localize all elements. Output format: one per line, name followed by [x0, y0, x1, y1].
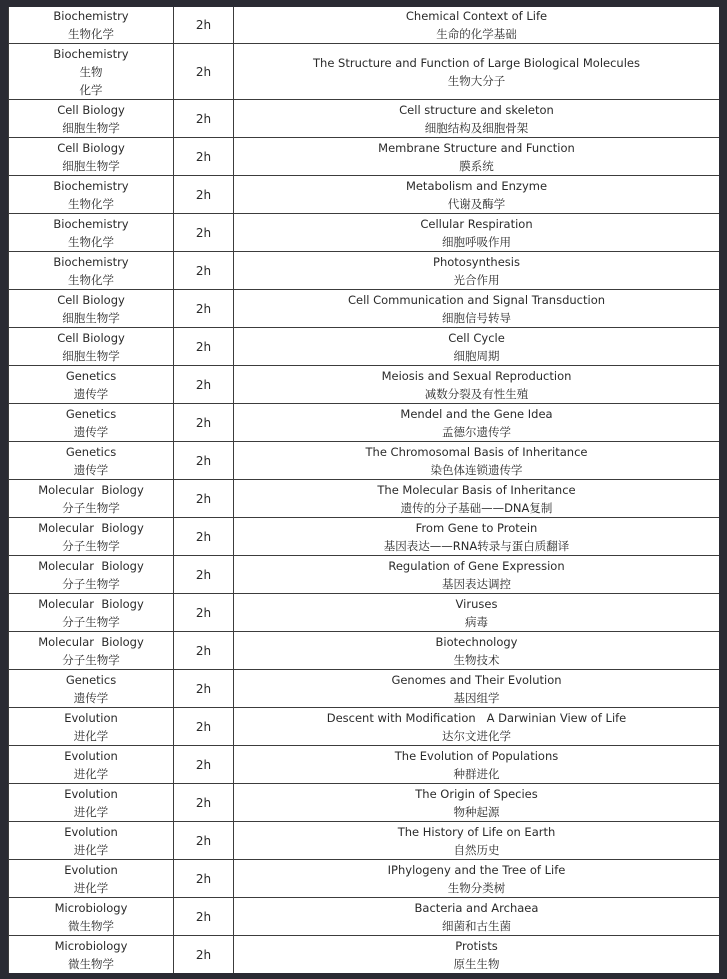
subject-zh: 遗传学 — [73, 690, 109, 705]
topic-cell — [234, 366, 720, 404]
topic-en: The Evolution of Populations — [394, 748, 559, 763]
hours-cell: 2h — [174, 442, 234, 480]
subject-cell — [9, 176, 174, 214]
topic-zh: 原生生物 — [453, 956, 500, 971]
subject-cell — [9, 784, 174, 822]
subject-zh: 细胞生物学 — [62, 348, 120, 363]
table-row — [9, 252, 720, 290]
subject-zh: 生物化学 — [68, 27, 114, 41]
subject-zh: 细胞生物学 — [62, 310, 120, 325]
topic-zh: 光合作用 — [453, 272, 500, 287]
topic-zh: 代谢及酶学 — [447, 196, 506, 211]
hours-cell: 2h — [174, 518, 234, 556]
topic-zh: 染色体连锁遗传学 — [430, 462, 523, 477]
subject-cell — [9, 328, 174, 366]
topic-zh: 物种起源 — [453, 804, 500, 819]
topic-en: Cellular Respiration — [420, 216, 533, 231]
subject-en: Biochemistry — [53, 9, 129, 23]
topic-cell — [234, 518, 720, 556]
topic-en: Cell Cycle — [448, 330, 505, 345]
topic-en: From Gene to Protein — [415, 520, 538, 535]
table-row — [9, 556, 720, 594]
hours-cell: 2h — [174, 632, 234, 670]
topic-cell — [234, 746, 720, 784]
hours-cell: 2h — [174, 252, 234, 290]
subject-cell — [9, 442, 174, 480]
subject-en: Genetics — [65, 406, 117, 421]
subject-zh: 进化学 — [73, 880, 109, 895]
subject-zh: 分子生物学 — [62, 538, 120, 553]
subject-cell — [9, 366, 174, 404]
topic-zh: 细胞信号转导 — [442, 310, 511, 325]
topic-en: Metabolism and Enzyme — [405, 178, 548, 193]
subject-en: Genetics — [65, 444, 117, 459]
topic-en: Photosynthesis — [433, 254, 520, 269]
subject-zh: 生物 化学 — [79, 64, 103, 97]
table-row — [9, 936, 720, 974]
topic-en: Viruses — [455, 596, 498, 611]
subject-zh: 微生物学 — [68, 956, 114, 971]
topic-en: The Molecular Basis of Inheritance — [377, 482, 576, 497]
topic-zh: 孟德尔遗传学 — [442, 424, 511, 439]
topic-cell — [234, 784, 720, 822]
subject-cell — [9, 708, 174, 746]
table-row — [9, 100, 720, 138]
subject-en: Biochemistry — [53, 216, 129, 231]
subject-zh: 微生物学 — [68, 918, 114, 933]
topic-cell — [234, 290, 720, 328]
topic-zh: 基因组学 — [453, 690, 500, 705]
subject-zh: 进化学 — [73, 766, 109, 781]
table-row — [9, 138, 720, 176]
topic-en: Chemical Context of Life — [405, 9, 548, 23]
topic-en: Meiosis and Sexual Reproduction — [381, 368, 572, 383]
topic-cell — [234, 100, 720, 138]
subject-zh: 遗传学 — [73, 462, 109, 477]
subject-en: Genetics — [65, 368, 117, 383]
hours-cell: 2h — [174, 44, 234, 100]
topic-zh: 细菌和古生菌 — [442, 918, 511, 933]
subject-en: Cell Biology — [57, 292, 125, 307]
hours-cell: 2h — [174, 670, 234, 708]
topic-en: Genomes and Their Evolution — [391, 672, 562, 687]
subject-zh: 进化学 — [73, 728, 109, 743]
topic-en: Cell Communication and Signal Transduction — [347, 292, 606, 307]
table-row — [9, 176, 720, 214]
subject-cell — [9, 898, 174, 936]
subject-en: Biochemistry — [53, 46, 129, 61]
subject-zh: 生物化学 — [68, 234, 114, 249]
topic-en: The Origin of Species — [415, 786, 538, 801]
topic-zh: 生命的化学基础 — [436, 27, 517, 41]
subject-en: Biochemistry — [53, 178, 129, 193]
hours-cell: 2h — [174, 822, 234, 860]
subject-zh: 进化学 — [73, 804, 109, 819]
table-row — [9, 822, 720, 860]
table-row — [9, 214, 720, 252]
hours-cell: 2h — [174, 480, 234, 518]
subject-cell — [9, 7, 174, 44]
syllabus-document — [8, 7, 719, 973]
subject-cell — [9, 518, 174, 556]
subject-en: Microbiology — [54, 938, 128, 953]
topic-cell — [234, 594, 720, 632]
subject-zh: 细胞生物学 — [62, 158, 120, 173]
table-row — [9, 290, 720, 328]
subject-en: Evolution — [64, 824, 118, 839]
topic-zh: 细胞呼吸作用 — [442, 234, 511, 249]
subject-zh: 生物化学 — [68, 196, 114, 211]
subject-en: Biochemistry — [53, 254, 129, 269]
subject-en: Molecular Biology — [38, 482, 144, 497]
subject-zh: 遗传学 — [73, 424, 109, 439]
subject-zh: 生物化学 — [68, 272, 114, 287]
table-row — [9, 632, 720, 670]
subject-en: Molecular Biology — [38, 596, 144, 611]
topic-cell — [234, 556, 720, 594]
topic-zh: 达尔文进化学 — [442, 728, 511, 743]
topic-zh: 生物大分子 — [447, 73, 506, 88]
hours-cell: 2h — [174, 138, 234, 176]
topic-zh: 生物分类树 — [447, 880, 506, 895]
table-row — [9, 746, 720, 784]
subject-zh: 分子生物学 — [62, 576, 120, 591]
subject-cell — [9, 252, 174, 290]
table-row — [9, 594, 720, 632]
topic-cell — [234, 822, 720, 860]
subject-cell — [9, 746, 174, 784]
hours-cell: 2h — [174, 746, 234, 784]
topic-cell — [234, 860, 720, 898]
topic-en: Protists — [455, 938, 498, 953]
topic-cell — [234, 480, 720, 518]
subject-en: Molecular Biology — [38, 634, 144, 649]
hours-cell: 2h — [174, 7, 234, 44]
topic-cell — [234, 44, 720, 100]
table-row — [9, 7, 720, 44]
topic-zh: 种群进化 — [453, 766, 500, 781]
topic-cell — [234, 328, 720, 366]
subject-cell — [9, 138, 174, 176]
subject-cell — [9, 556, 174, 594]
topic-en: Bacteria and Archaea — [414, 900, 539, 915]
subject-en: Cell Biology — [57, 102, 125, 117]
table-row — [9, 442, 720, 480]
hours-cell: 2h — [174, 936, 234, 974]
subject-cell — [9, 670, 174, 708]
topic-zh: 自然历史 — [453, 842, 500, 857]
topic-zh: 细胞周期 — [453, 348, 500, 363]
hours-cell: 2h — [174, 404, 234, 442]
topic-en: IPhylogeny and the Tree of Life — [387, 862, 566, 877]
topic-cell — [234, 708, 720, 746]
topic-cell — [234, 442, 720, 480]
table-row — [9, 860, 720, 898]
topic-cell — [234, 176, 720, 214]
subject-cell — [9, 44, 174, 100]
topic-en: Cell structure and skeleton — [399, 102, 554, 117]
topic-cell — [234, 252, 720, 290]
subject-en: Molecular Biology — [38, 558, 144, 573]
topic-cell — [234, 936, 720, 974]
subject-zh: 分子生物学 — [62, 500, 120, 515]
topic-zh: 基因表达——RNA转录与蛋白质翻译 — [383, 538, 570, 553]
table-row — [9, 328, 720, 366]
subject-zh: 进化学 — [73, 842, 109, 857]
hours-cell: 2h — [174, 708, 234, 746]
subject-cell — [9, 936, 174, 974]
subject-en: Evolution — [64, 748, 118, 763]
topic-zh: 减数分裂及有性生殖 — [424, 386, 529, 401]
topic-zh: 细胞结构及细胞骨架 — [424, 120, 529, 135]
subject-zh: 细胞生物学 — [62, 120, 120, 135]
hours-cell: 2h — [174, 860, 234, 898]
topic-zh: 基因表达调控 — [442, 576, 511, 591]
hours-cell: 2h — [174, 366, 234, 404]
hours-cell: 2h — [174, 214, 234, 252]
table-row — [9, 480, 720, 518]
subject-cell — [9, 632, 174, 670]
subject-en: Evolution — [64, 710, 118, 725]
subject-en: Molecular Biology — [38, 520, 144, 535]
topic-cell — [234, 632, 720, 670]
subject-en: Evolution — [64, 862, 118, 877]
topic-cell — [234, 898, 720, 936]
table-row — [9, 366, 720, 404]
hours-cell: 2h — [174, 100, 234, 138]
hours-cell: 2h — [174, 594, 234, 632]
topic-zh: 生物技术 — [453, 652, 500, 667]
topic-en: Regulation of Gene Expression — [388, 558, 565, 573]
subject-en: Microbiology — [54, 900, 128, 915]
topic-en: The Chromosomal Basis of Inheritance — [365, 444, 588, 459]
hours-cell: 2h — [174, 176, 234, 214]
syllabus-table — [8, 7, 719, 973]
topic-en: The History of Life on Earth — [397, 824, 556, 839]
subject-cell — [9, 594, 174, 632]
hours-cell: 2h — [174, 290, 234, 328]
table-row — [9, 44, 720, 100]
topic-zh: 病毒 — [465, 614, 488, 629]
subject-cell — [9, 480, 174, 518]
subject-cell — [9, 860, 174, 898]
table-row — [9, 708, 720, 746]
topic-cell — [234, 214, 720, 252]
subject-cell — [9, 822, 174, 860]
table-row — [9, 784, 720, 822]
topic-en: The Structure and Function of Large Biological Molecules — [313, 55, 640, 70]
subject-en: Genetics — [65, 672, 117, 687]
table-row — [9, 898, 720, 936]
subject-en: Cell Biology — [57, 140, 125, 155]
hours-cell: 2h — [174, 784, 234, 822]
table-row — [9, 518, 720, 556]
hours-cell: 2h — [174, 898, 234, 936]
hours-cell: 2h — [174, 556, 234, 594]
topic-en: Mendel and the Gene Idea — [400, 406, 553, 421]
subject-cell — [9, 290, 174, 328]
topic-en: Descent with Modification A Darwinian View of Life — [326, 710, 627, 725]
table-row — [9, 670, 720, 708]
topic-cell — [234, 7, 720, 44]
subject-zh: 分子生物学 — [62, 652, 120, 667]
table-row — [9, 404, 720, 442]
syllabus-table-body — [9, 7, 720, 973]
topic-zh: 遗传的分子基础——DNA复制 — [400, 500, 553, 515]
topic-cell — [234, 670, 720, 708]
subject-cell — [9, 214, 174, 252]
subject-en: Cell Biology — [57, 330, 125, 345]
subject-cell — [9, 100, 174, 138]
topic-zh: 膜系统 — [459, 158, 494, 173]
subject-cell — [9, 404, 174, 442]
topic-en: Biotechnology — [435, 634, 518, 649]
topic-en: Membrane Structure and Function — [378, 140, 575, 155]
topic-cell — [234, 138, 720, 176]
subject-zh: 遗传学 — [73, 386, 109, 401]
topic-cell — [234, 404, 720, 442]
subject-en: Evolution — [64, 786, 118, 801]
subject-zh: 分子生物学 — [62, 614, 120, 629]
hours-cell: 2h — [174, 328, 234, 366]
